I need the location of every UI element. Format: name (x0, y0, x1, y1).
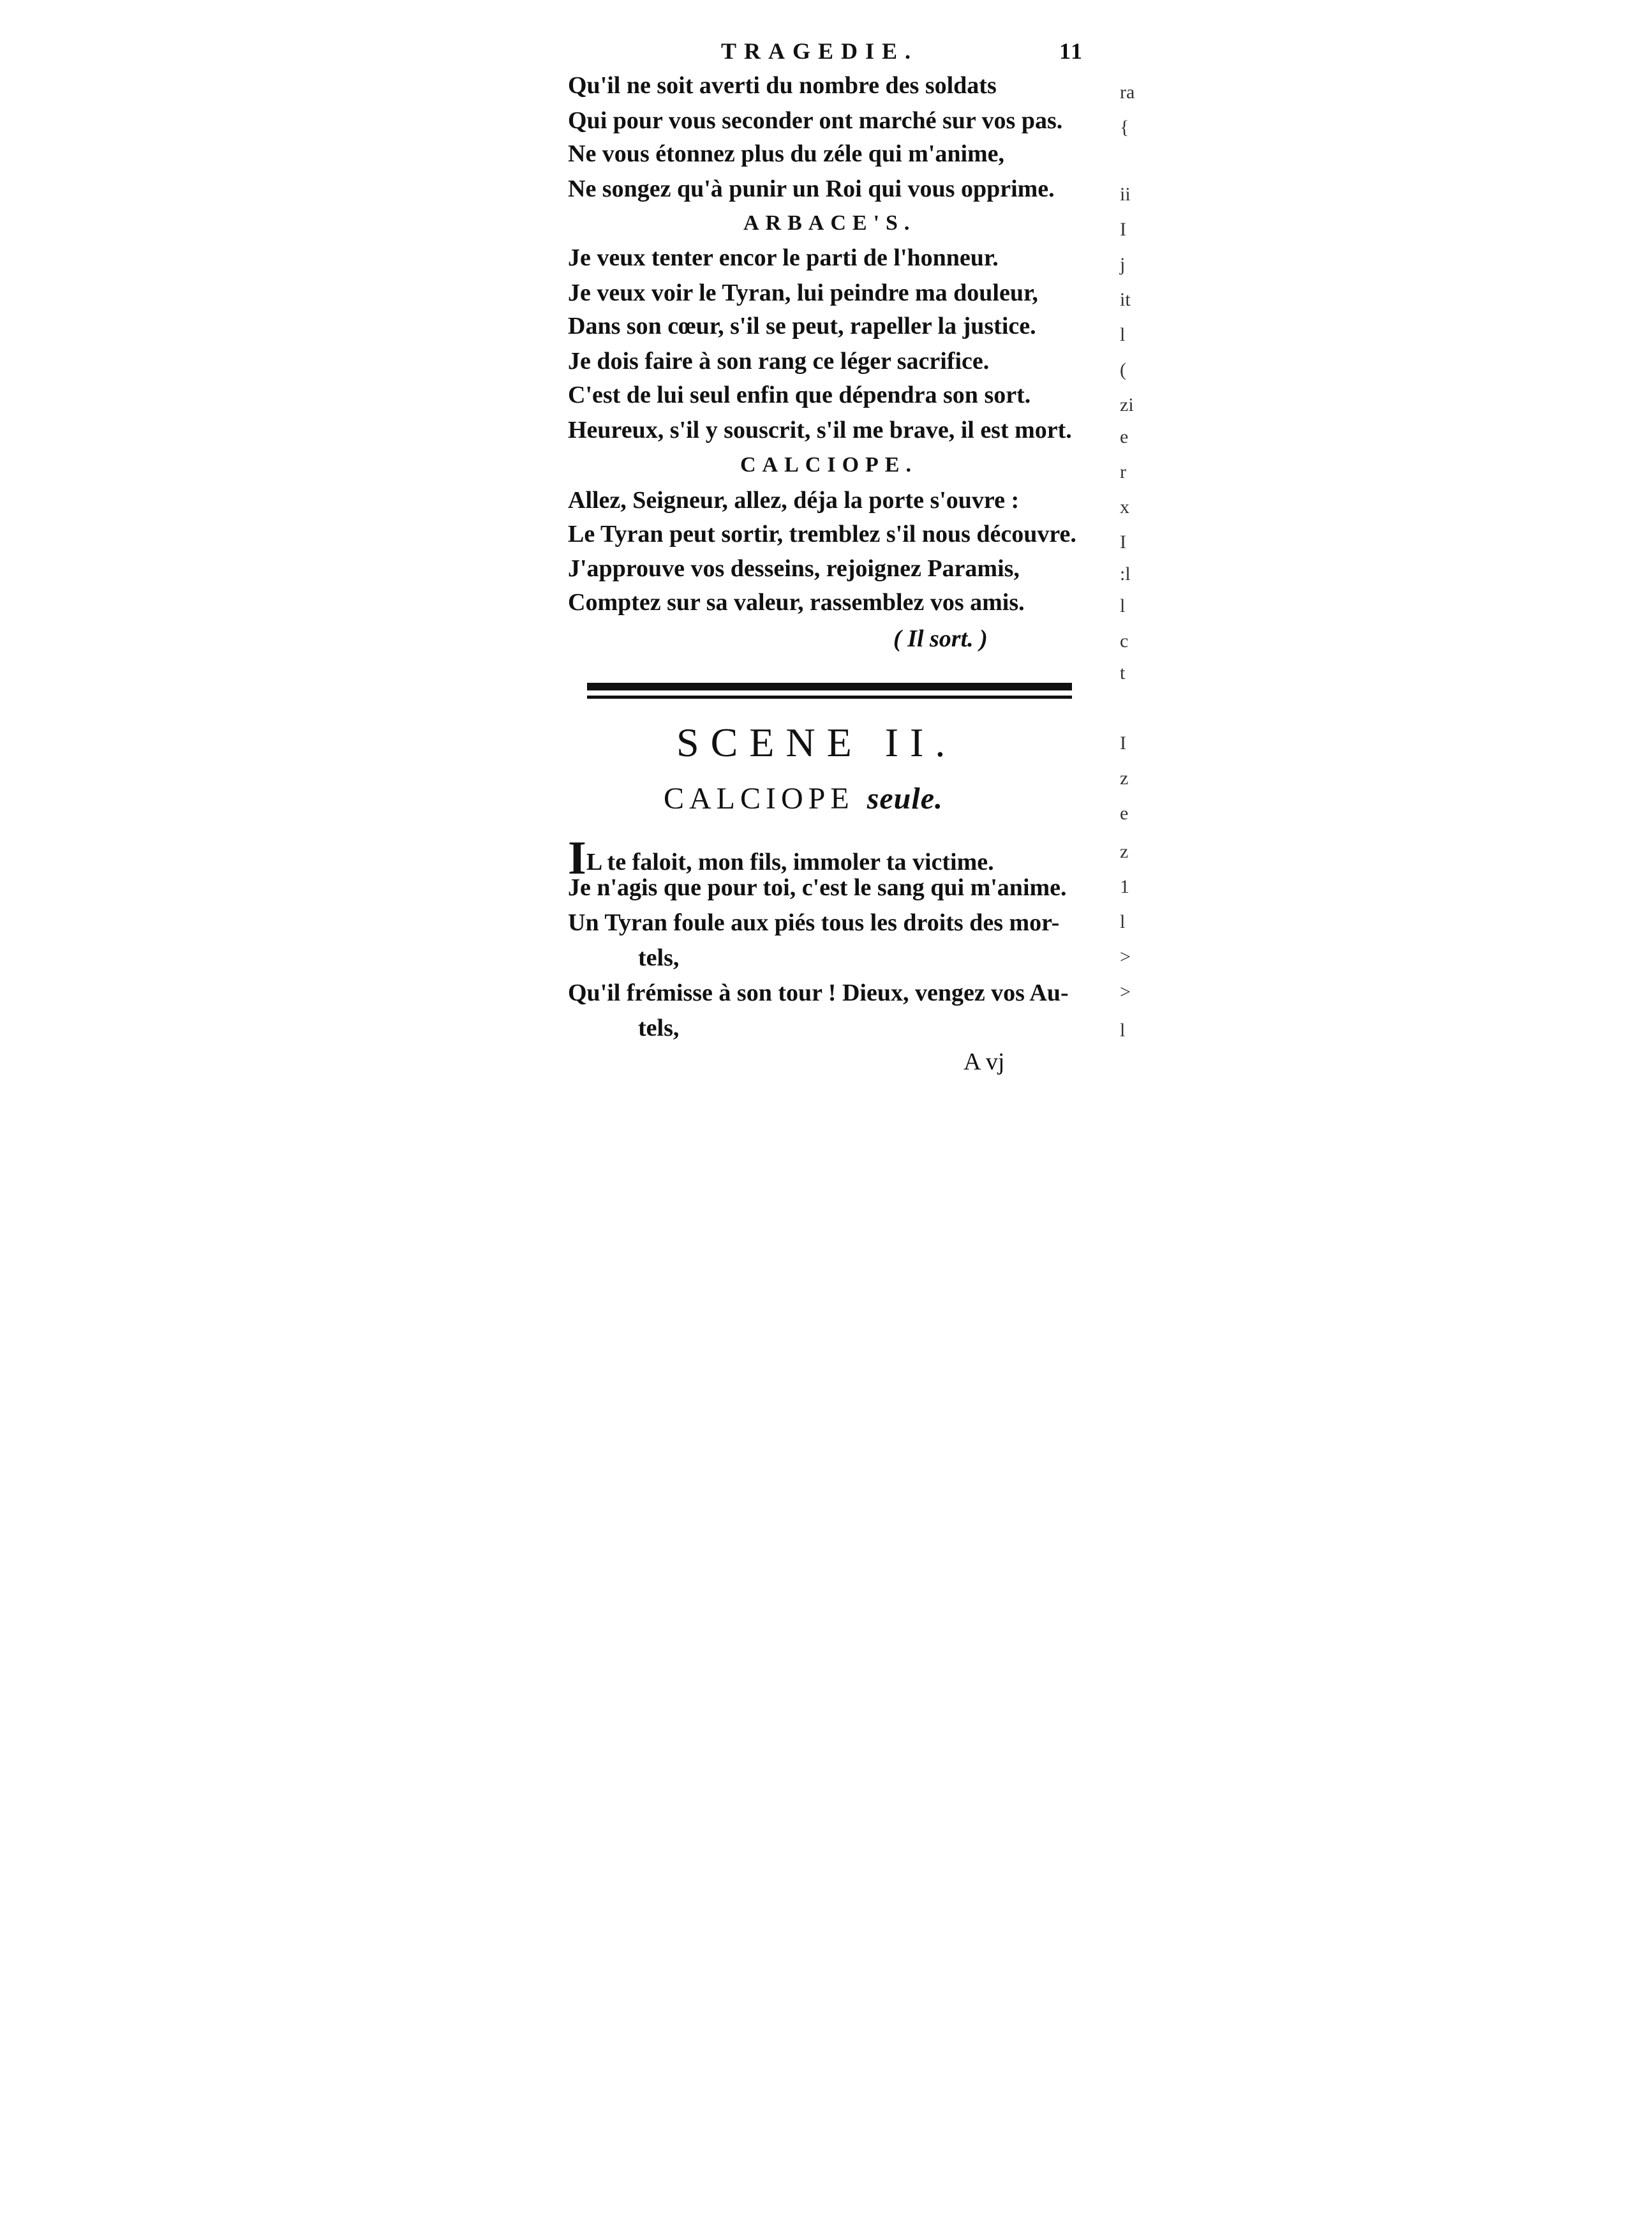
bleed-letter: { (1120, 117, 1129, 138)
scene-title: SCENE II. (676, 720, 957, 765)
bleed-letter: I (1120, 532, 1126, 553)
scene-speaker-name: CALCIOPE (664, 782, 854, 816)
verse-line: Qu'il frémisse à son tour ! Dieux, vengez vos Au- (568, 980, 1069, 1006)
bleed-letter: r (1120, 461, 1126, 482)
section-rule-thin (587, 696, 1072, 699)
running-head: TRAGEDIE. (721, 38, 919, 64)
bleed-letter: :l (1120, 563, 1131, 585)
verse-text: L te faloit, mon fils, immoler ta victime. (586, 849, 994, 876)
bleed-letter: ra (1120, 82, 1135, 103)
verse-line: Je veux tenter encor le parti de l'honneur. (568, 244, 999, 271)
bleed-letter: > (1120, 946, 1131, 967)
verse-continuation: tels, (638, 944, 680, 971)
bleed-letter: ii (1120, 184, 1131, 205)
page-number: 11 (1059, 38, 1084, 64)
speaker-name: CALCIOPE. (740, 453, 918, 477)
verse-line: J'approuve vos desseins, rejoignez Paramis, (568, 555, 1020, 582)
verse-line: Qui pour vous seconder ont marché sur vos pas. (568, 107, 1063, 134)
bleed-letter: e (1120, 426, 1129, 447)
bleed-letter: > (1120, 981, 1131, 1002)
verse-line: Le Tyran peut sortir, tremblez s'il nous découvre. (568, 521, 1076, 548)
verse-line: Heureux, s'il y souscrit, s'il me brave, il est mort. (568, 417, 1072, 443)
bleed-letter: l (1120, 1020, 1126, 1041)
verse-line: Allez, Seigneur, allez, déja la porte s'ouvre : (568, 487, 1020, 514)
verse-line: Ne songez qu'à punir un Roi qui vous opprime. (568, 175, 1055, 202)
bleed-letter: l (1120, 911, 1126, 932)
bleed-letter: c (1120, 630, 1129, 652)
bleed-letter: I (1120, 219, 1126, 240)
verse-line: Je n'agis que pour toi, c'est le sang qui m'anime. (568, 874, 1067, 901)
bleed-letter: z (1120, 768, 1129, 789)
section-rule-thick (587, 683, 1072, 690)
scene-speaker (664, 784, 943, 814)
bleed-letter: I (1120, 733, 1126, 754)
signature-mark: A vj (964, 1048, 1005, 1075)
bleed-letter: 1 (1120, 876, 1129, 897)
bleed-letter: l (1120, 324, 1126, 345)
verse-line: Comptez sur sa valeur, rassemblez vos amis. (568, 589, 1025, 616)
bleed-letter: t (1120, 662, 1126, 683)
bleed-letter: l (1120, 595, 1126, 616)
verse-line: Je veux voir le Tyran, lui peindre ma douleur, (568, 280, 1038, 306)
bleed-letter: ( (1120, 359, 1126, 380)
scene-speaker-note: seule. (867, 782, 944, 816)
verse-line: C'est de lui seul enfin que dépendra son sort. (568, 382, 1031, 408)
verse-line: Un Tyran foule aux piés tous les droits des mor- (568, 909, 1060, 936)
stage-direction: ( Il sort. ) (893, 625, 988, 652)
bleed-letter: e (1120, 803, 1129, 824)
verse-line: Qu'il ne soit averti du nombre des soldats (568, 72, 997, 99)
bleed-letter: x (1120, 496, 1129, 518)
verse-line: Ne vous étonnez plus du zéle qui m'anime, (568, 140, 1005, 167)
verse-continuation: tels, (638, 1015, 680, 1041)
verse-line: Je dois faire à son rang ce léger sacrifice. (568, 348, 990, 375)
bleed-letter: z (1120, 841, 1129, 862)
verse-line: Dans son cœur, s'il se peut, rapeller la justice. (568, 313, 1036, 339)
speaker-name: ARBACE'S. (743, 211, 916, 235)
drop-cap: I (568, 832, 586, 884)
bleed-letter: it (1120, 289, 1131, 310)
bleed-letter: j (1120, 254, 1126, 275)
bleed-letter: zi (1120, 394, 1134, 415)
